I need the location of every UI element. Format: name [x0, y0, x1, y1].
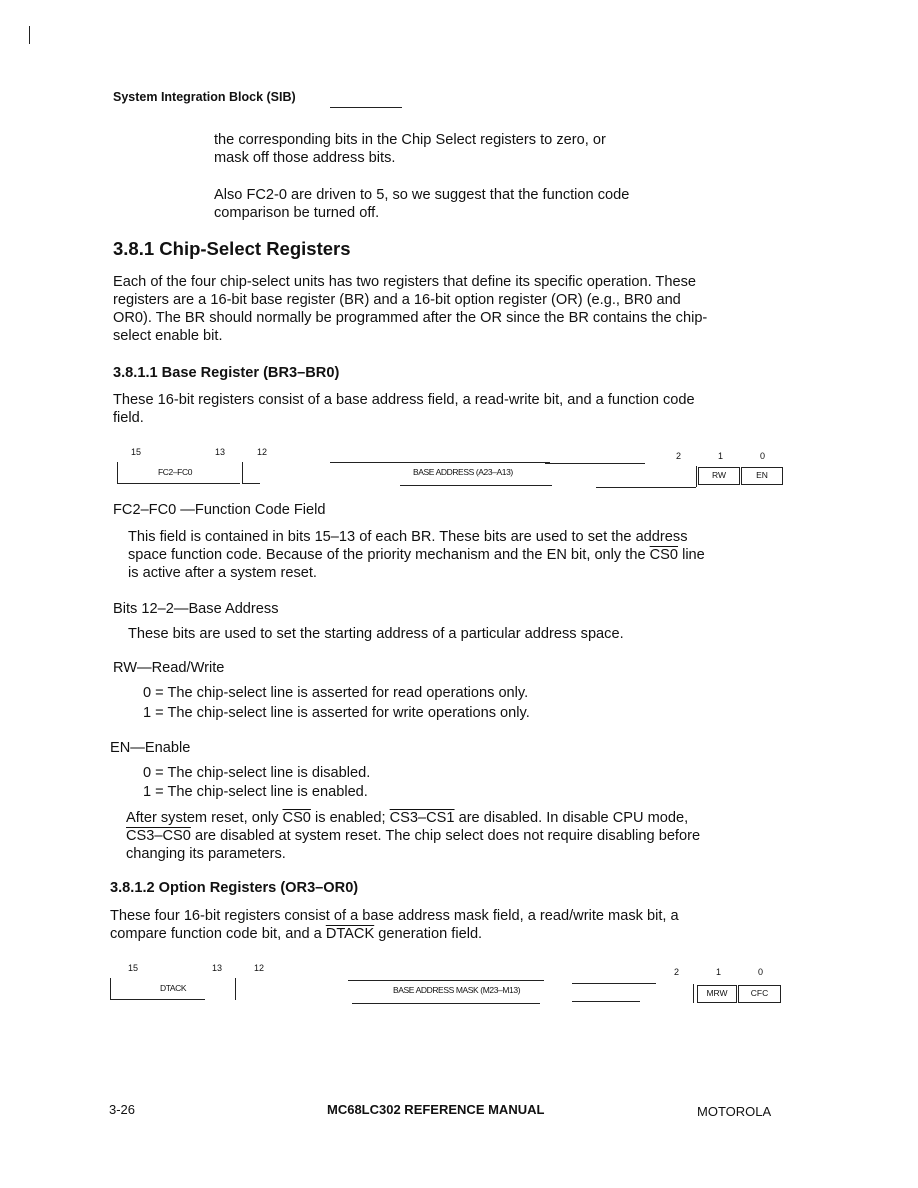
bit-label: 0: [758, 967, 764, 977]
bits-12-2-description: These bits are used to set the starting address of a particular address space.: [128, 626, 624, 642]
intro-line: mask off those address bits.: [214, 150, 396, 166]
bit-label: 12: [254, 963, 265, 973]
bit-label: 2: [674, 967, 680, 977]
body-line: These 16-bit registers consist of a base address field, a read-write bit, and a function code: [113, 392, 695, 408]
body-line: OR0). The BR should normally be programmed after the OR since the BR contains the chip-: [113, 310, 708, 326]
register-divider: [693, 984, 694, 1003]
body-line: These four 16-bit registers consist of a base address mask field, a read/write mask bit, a: [110, 908, 679, 924]
manual-title: MC68LC302 REFERENCE MANUAL: [327, 1102, 545, 1117]
option-line: 0 = The chip-select line is disabled.: [143, 765, 371, 781]
body-line: registers are a 16-bit base register (BR) and a 16-bit option register (OR) (e.g., BR0 and: [113, 292, 681, 308]
page-number: 3-26: [109, 1102, 136, 1117]
bit-label: 15: [128, 963, 139, 973]
bit-label: 1: [718, 451, 724, 461]
cs3-cs1-signal: CS3–CS1: [389, 810, 455, 826]
fc-field-label: FC2–FC0: [158, 467, 193, 477]
bit-label: 2: [676, 451, 682, 461]
en-term: EN—Enable: [110, 740, 191, 756]
body-text: compare function code bit, and a: [110, 926, 326, 942]
cs0-signal: CS0: [282, 810, 311, 826]
desc-line: is active after a system reset.: [128, 565, 317, 581]
body-text: generation field.: [374, 926, 483, 942]
register-line: [352, 1003, 540, 1004]
en-cell: EN: [741, 467, 783, 485]
body-line: Each of the four chip-select units has two registers that define its specific operation. These: [113, 274, 696, 290]
rw-term: RW—Read/Write: [113, 660, 225, 676]
bit-label: 0: [760, 451, 766, 461]
desc-text: space function code. Because of the priority mechanism and the EN bit, only the: [128, 547, 650, 563]
note-line: changing its parameters.: [126, 846, 286, 862]
bit-label: 12: [257, 447, 268, 457]
intro-line: comparison be turned off.: [214, 205, 380, 221]
dtack-signal: DTACK: [325, 926, 375, 942]
intro-line: the corresponding bits in the Chip Select registers to zero, or: [214, 132, 606, 148]
desc-line: This field is contained in bits 15–13 of each BR. These bits are used to set the address: [128, 529, 688, 545]
body-line: field.: [113, 410, 144, 426]
rw-cell: RW: [698, 467, 740, 485]
intro-line: Also FC2-0 are driven to 5, so we suggest that the function code: [214, 187, 630, 203]
note-text: are disabled at system reset. The chip select does not require disabling before: [190, 828, 701, 844]
base-address-mask-field-label: BASE ADDRESS MASK (M23–M13): [393, 985, 521, 995]
cfc-cell: CFC: [738, 985, 781, 1003]
desc-text: line: [678, 547, 705, 563]
fc-field-term: FC2–FC0 —Function Code Field: [113, 502, 326, 518]
bits-12-2-term: Bits 12–2—Base Address: [113, 601, 279, 617]
option-line: 0 = The chip-select line is asserted for read operations only.: [143, 685, 529, 701]
cs0-signal: CS0: [649, 547, 679, 563]
mrw-cell: MRW: [697, 985, 737, 1003]
register-edge: [110, 978, 111, 1000]
bit-label: 15: [131, 447, 142, 457]
note-text: After system reset, only: [126, 810, 283, 826]
section-381-title: 3.8.1 Chip-Select Registers: [113, 238, 351, 259]
register-line: [572, 1001, 640, 1002]
brand-name: MOTOROLA: [697, 1104, 772, 1119]
register-line: [572, 983, 656, 984]
dtack-field-label: DTACK: [160, 983, 187, 993]
bit-label: 13: [212, 963, 223, 973]
register-divider: [235, 978, 236, 1000]
section-3812-title: 3.8.1.2 Option Registers (OR3–OR0): [110, 880, 359, 896]
section-3811-title: 3.8.1.1 Base Register (BR3–BR0): [113, 365, 340, 381]
body-line: select enable bit.: [113, 328, 223, 344]
bit-label: 13: [215, 447, 226, 457]
note-text: is enabled;: [310, 810, 390, 826]
register-line: [110, 999, 205, 1000]
cs3-cs0-signal: CS3–CS0: [126, 828, 191, 844]
option-line: 1 = The chip-select line is enabled.: [143, 784, 368, 800]
note-text: are disabled. In disable CPU mode,: [454, 810, 689, 826]
base-address-field-label: BASE ADDRESS (A23–A13): [413, 467, 513, 477]
bit-label: 1: [716, 967, 722, 977]
register-line: [348, 980, 544, 981]
option-line: 1 = The chip-select line is asserted for write operations only.: [143, 705, 530, 721]
section-header: System Integration Block (SIB): [113, 90, 296, 104]
